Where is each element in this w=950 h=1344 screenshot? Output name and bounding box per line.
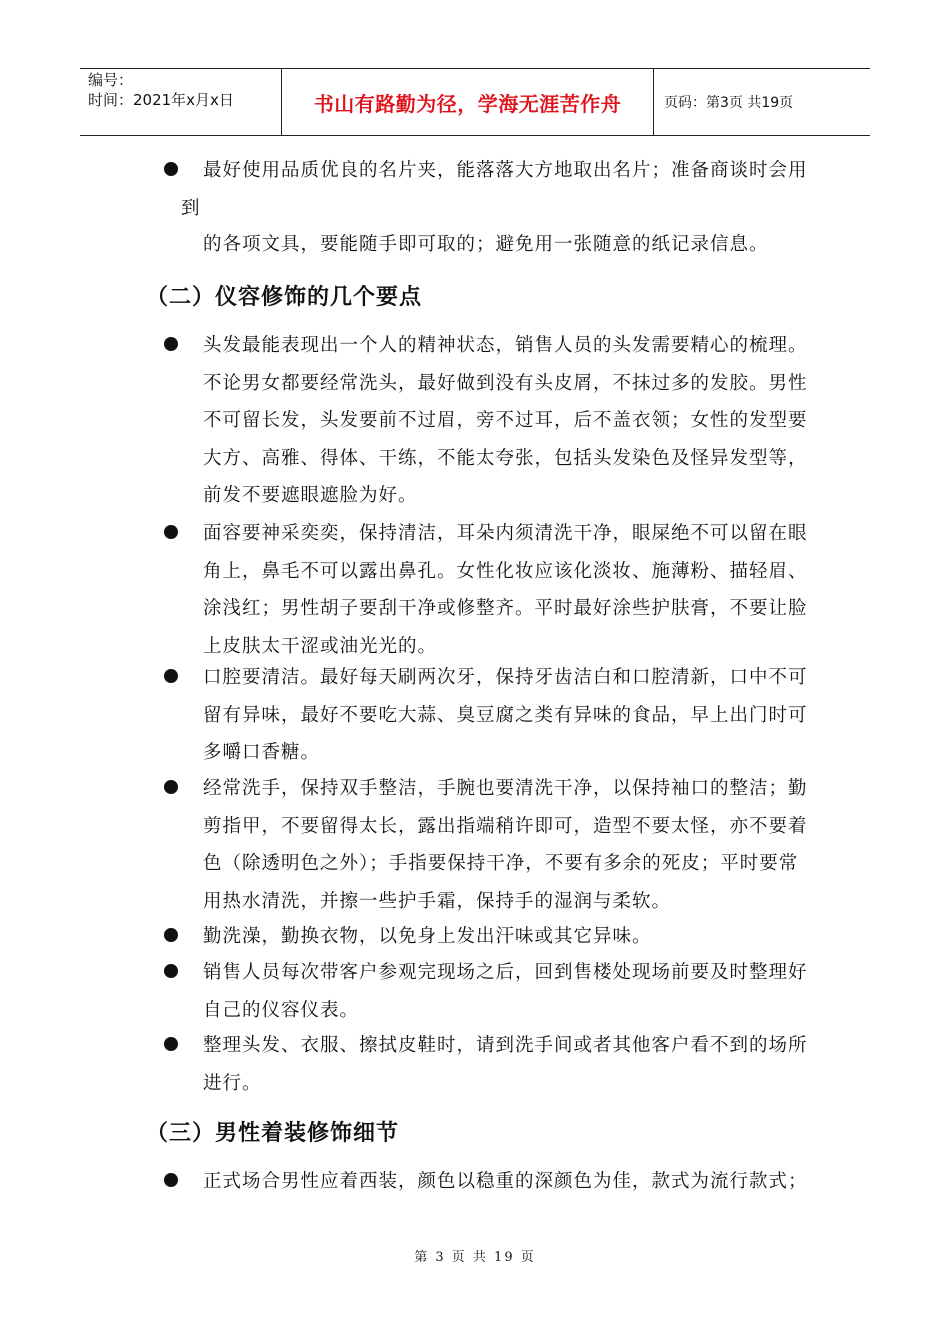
bullet-icon xyxy=(164,669,178,683)
paragraph-continuation: 的各项文具，要能随手即可取的；避免用一张随意的纸记录信息。 xyxy=(203,234,769,255)
header-page-info: 页码：第3页 共19页 xyxy=(664,95,794,111)
paragraph-text: 最好使用品质优良的名片夹，能落落大方地取出名片；准备商谈时会用 xyxy=(203,160,808,181)
paragraph-text: 口腔要清洁。最好每天刷两次牙，保持牙齿洁白和口腔清新，口中不可留有异味，最好不要吃大蒜、臭豆腐之类有异味的食品，早上出门时可多嚼口香糖。 xyxy=(203,667,808,763)
section-heading: （三）男性着装修饰细节 xyxy=(146,1121,400,1146)
header-motto: 书山有路勤为径，学海无涯苦作舟 xyxy=(282,69,654,135)
bullet-icon xyxy=(164,337,178,351)
document-time-label: 时间：2021年x月x日 xyxy=(88,91,234,109)
bullet-icon xyxy=(164,162,178,176)
paragraph-text: 经常洗手，保持双手整洁，手腕也要清洗干净，以保持袖口的整洁；勤剪指甲，不要留得太长，露出指端稍许即可，造型不要太怪，亦不要着色（除透明色之外）；手指要保持干净，不要有多余的死皮；平时要常用热水清洗，并擦一些护手霜，保持手的湿润与柔软。 xyxy=(203,778,808,912)
section-heading: （二）仪容修饰的几个要点 xyxy=(146,285,423,310)
document-number-label: 编号： xyxy=(88,71,134,89)
bullet-icon xyxy=(164,964,178,978)
paragraph-text: 销售人员每次带客户参观完现场之后，回到售楼处现场前要及时整理好自己的仪容仪表。 xyxy=(203,962,808,1021)
page-header xyxy=(80,68,870,136)
header-meta xyxy=(80,69,282,135)
bullet-icon xyxy=(164,1037,178,1051)
page-footer: 第 3 页 共 19 页 xyxy=(414,1250,536,1265)
paragraph-text: 头发最能表现出一个人的精神状态，销售人员的头发需要精心的梳理。不论男女都要经常洗头，最好做到没有头皮屑，不抹过多的发胶。男性不可留长发，头发要前不过眉，旁不过耳，后不盖衣领；女性的发型要大方、高雅、得体、干练，不能太夸张，包括头发染色及怪异发型等，前发不要遮眼遮脸为好。 xyxy=(203,335,808,506)
paragraph-text: 整理头发、衣服、擦拭皮鞋时，请到洗手间或者其他客户看不到的场所进行。 xyxy=(203,1035,808,1094)
bullet-icon xyxy=(164,928,178,942)
paragraph-text: 正式场合男性应着西装，颜色以稳重的深颜色为佳，款式为流行款式； xyxy=(203,1171,808,1192)
paragraph-text: 面容要神采奕奕，保持清洁，耳朵内须清洗干净，眼屎绝不可以留在眼角上，鼻毛不可以露出鼻孔。女性化妆应该化淡妆、施薄粉、描轻眉、涂浅红；男性胡子要刮干净或修整齐。平时最好涂些护肤膏，不要让脸上皮肤太干涩或油光光的。 xyxy=(203,523,808,657)
bullet-icon xyxy=(164,525,178,539)
paragraph-text: 勤洗澡，勤换衣物，以免身上发出汗味或其它异味。 xyxy=(203,926,652,947)
bullet-icon xyxy=(164,1173,178,1187)
paragraph-wrap-text: 到 xyxy=(181,198,200,219)
bullet-icon xyxy=(164,780,178,794)
